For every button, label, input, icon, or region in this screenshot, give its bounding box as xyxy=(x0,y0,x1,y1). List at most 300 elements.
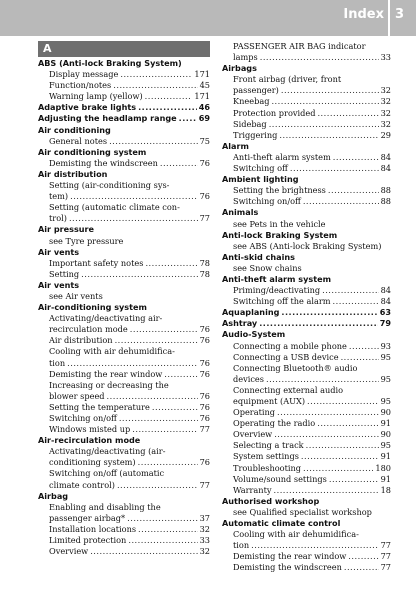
index-entry xyxy=(222,119,391,130)
header-divider xyxy=(388,0,390,36)
index-entry-list-left xyxy=(38,58,210,557)
dot-leader xyxy=(145,91,193,102)
dot-leader xyxy=(348,551,378,562)
entry-page-number: 29 xyxy=(380,129,391,140)
entry-page-number: 88 xyxy=(380,196,391,207)
entry-text: Adaptive brake lights xyxy=(38,102,137,113)
entry-page-number: 77 xyxy=(199,424,210,435)
entry-text: Windows misted up xyxy=(49,424,131,435)
entry-page-number: 180 xyxy=(375,462,391,473)
entry-page-number: 76 xyxy=(199,191,210,202)
index-entry xyxy=(38,380,210,391)
entry-text: Demisting the rear window xyxy=(233,551,347,562)
entry-text: Increasing or decreasing the xyxy=(49,379,169,390)
index-entry xyxy=(222,562,391,573)
dot-leader xyxy=(341,352,379,363)
entry-text: Triggering xyxy=(233,129,278,140)
entry-text: Switching on/off (automatic xyxy=(49,468,165,479)
dot-leader xyxy=(333,152,379,163)
dot-leader xyxy=(120,69,192,80)
index-entry xyxy=(38,358,210,369)
entry-text: blower speed xyxy=(49,390,105,401)
dot-leader xyxy=(138,524,198,535)
index-entry xyxy=(38,313,210,324)
index-entry xyxy=(222,363,391,374)
entry-text: see Tyre pressure xyxy=(49,235,124,246)
index-entry xyxy=(222,396,391,407)
entry-page-number: 32 xyxy=(380,118,391,129)
entry-text: Automatic climate control xyxy=(222,518,341,529)
index-entry xyxy=(222,285,391,296)
entry-text: Front airbag (driver, front xyxy=(233,74,342,85)
index-entry xyxy=(222,407,391,418)
dot-leader xyxy=(128,535,197,546)
entry-text: Warning lamp (yellow) xyxy=(49,91,143,102)
entry-text: Air distribution xyxy=(49,335,113,346)
index-entry-list-right xyxy=(222,41,391,574)
index-entry xyxy=(222,85,391,96)
entry-page-number: 77 xyxy=(380,540,391,551)
entry-page-number: 32 xyxy=(199,546,210,557)
index-entry xyxy=(222,474,391,485)
entry-text: Operating the radio xyxy=(233,418,316,429)
entry-text: Airbags xyxy=(222,63,257,74)
entry-text: Air-recirculation mode xyxy=(38,435,141,446)
index-entry-heading xyxy=(38,247,210,258)
entry-text: Anti-theft alarm system xyxy=(233,151,331,162)
entry-page-number: 88 xyxy=(380,185,391,196)
entry-text: Display message xyxy=(49,69,119,80)
entry-text: Cooling with air dehumidifica- xyxy=(49,346,175,357)
entry-text: Connecting external audio xyxy=(233,384,344,395)
index-entry xyxy=(38,158,210,169)
entry-text: see Air vents xyxy=(49,290,103,301)
index-entry xyxy=(38,69,210,80)
dot-leader xyxy=(269,119,379,130)
entry-text: System settings xyxy=(233,451,299,462)
dot-leader xyxy=(317,418,378,429)
index-entry xyxy=(38,180,210,191)
entry-text: Installation locations xyxy=(49,523,137,534)
entry-page-number: 77 xyxy=(199,479,210,490)
entry-text: Setting the brightness xyxy=(233,185,326,196)
index-entry-heading xyxy=(222,207,391,218)
entry-page-number: 33 xyxy=(199,535,210,546)
entry-text: Cooling with air dehumidifica- xyxy=(233,529,359,540)
entry-text: Anti-theft alarm system xyxy=(222,273,332,284)
index-entry xyxy=(222,385,391,396)
dot-leader xyxy=(164,369,197,380)
index-entry xyxy=(222,74,391,85)
index-entry-heading xyxy=(38,435,210,446)
index-entry xyxy=(222,108,391,119)
dot-leader xyxy=(138,457,198,468)
index-entry xyxy=(222,196,391,207)
index-entry xyxy=(38,446,210,457)
entry-text: Air-conditioning system xyxy=(38,302,147,313)
index-entry-heading xyxy=(222,496,391,507)
index-entry xyxy=(38,91,210,102)
dot-leader xyxy=(119,413,198,424)
entry-text: tion xyxy=(49,357,66,368)
index-entry-heading xyxy=(38,280,210,291)
index-entry xyxy=(222,130,391,141)
entry-text: see Qualified specialist workshop xyxy=(233,506,372,517)
entry-text: lamps xyxy=(233,52,258,63)
dot-leader xyxy=(273,485,378,496)
dot-leader xyxy=(290,163,379,174)
dot-leader xyxy=(322,285,378,296)
index-entry xyxy=(222,152,391,163)
index-entry xyxy=(38,191,210,202)
index-entry xyxy=(222,418,391,429)
index-entry-heading xyxy=(222,63,391,74)
entry-text: Animals xyxy=(222,207,259,218)
dot-leader xyxy=(138,102,197,113)
index-entry-heading xyxy=(38,169,210,180)
index-entry xyxy=(38,213,210,224)
index-entry-heading xyxy=(38,113,210,124)
dot-leader xyxy=(90,546,197,557)
dot-leader xyxy=(260,52,379,63)
dot-leader xyxy=(303,196,379,207)
entry-text: Air pressure xyxy=(38,224,95,235)
dot-leader xyxy=(69,213,198,224)
index-entry xyxy=(38,424,210,435)
entry-text: tion xyxy=(233,540,250,551)
entry-text: Connecting a USB device xyxy=(233,351,339,362)
index-entry xyxy=(38,324,210,335)
index-entry xyxy=(222,429,391,440)
entry-text: Air conditioning xyxy=(38,124,111,135)
entry-page-number: 90 xyxy=(380,429,391,440)
entry-text: Protection provided xyxy=(233,107,316,118)
index-entry xyxy=(38,202,210,213)
dot-leader xyxy=(179,113,197,124)
entry-text: passenger airbag* xyxy=(49,512,126,523)
index-entry xyxy=(222,463,391,474)
letter-section-heading: A xyxy=(38,41,210,57)
entry-page-number: 79 xyxy=(379,318,391,329)
dot-leader xyxy=(317,108,378,119)
index-entry xyxy=(38,468,210,479)
index-entry xyxy=(38,524,210,535)
entry-page-number: 76 xyxy=(199,457,210,468)
index-entry xyxy=(222,263,391,274)
dot-leader xyxy=(303,463,373,474)
index-entry xyxy=(38,80,210,91)
entry-text: Limited protection xyxy=(49,535,127,546)
index-entry xyxy=(222,41,391,52)
entry-text: Setting (automatic climate con- xyxy=(49,202,180,213)
entry-page-number: 77 xyxy=(199,213,210,224)
entry-text: Switching on/off xyxy=(233,196,301,207)
entry-text: Switching on/off xyxy=(49,413,117,423)
entry-text: Switching off the alarm xyxy=(233,296,331,307)
entry-page-number: 46 xyxy=(198,102,210,113)
entry-page-number: 77 xyxy=(380,551,391,562)
index-entry xyxy=(222,451,391,462)
entry-page-number: 32 xyxy=(199,523,210,534)
index-entry-heading xyxy=(38,58,210,69)
dot-leader xyxy=(277,407,379,418)
dot-leader xyxy=(160,158,198,169)
index-entry xyxy=(38,269,210,280)
entry-page-number: 76 xyxy=(199,368,210,379)
entry-text: Aquaplaning xyxy=(222,307,280,318)
entry-text: see ABS (Anti-lock Braking System) xyxy=(233,240,382,251)
index-entry xyxy=(222,241,391,252)
entry-page-number: 95 xyxy=(380,440,391,451)
entry-page-number: 93 xyxy=(380,340,391,351)
entry-page-number: 95 xyxy=(380,396,391,406)
entry-text: tem) xyxy=(49,191,69,202)
entry-text: Function/notes xyxy=(49,80,112,91)
entry-text: Air vents xyxy=(38,246,80,257)
dot-leader xyxy=(344,562,379,573)
index-entry xyxy=(222,96,391,107)
dot-leader xyxy=(266,374,379,385)
dot-leader xyxy=(152,402,198,413)
entry-text: Warranty xyxy=(233,484,272,495)
entry-page-number: 78 xyxy=(199,268,210,279)
index-entry xyxy=(222,219,391,230)
dot-leader xyxy=(251,540,378,551)
entry-page-number: 32 xyxy=(380,96,391,107)
entry-page-number: 95 xyxy=(380,373,391,384)
index-entry xyxy=(38,391,210,402)
entry-text: passenger) xyxy=(233,85,279,96)
index-entry xyxy=(38,457,210,468)
index-entry xyxy=(38,136,210,147)
index-entry-heading xyxy=(222,329,391,340)
entry-text: Overview xyxy=(49,546,89,557)
entry-page-number: 91 xyxy=(380,418,391,429)
index-entry xyxy=(222,374,391,385)
entry-text: Air vents xyxy=(38,279,80,290)
entry-text: Volume/sound settings xyxy=(233,473,327,484)
entry-text: Connecting Bluetooth® audio xyxy=(233,362,358,373)
entry-text: Activating/deactivating air- xyxy=(49,313,163,324)
dot-leader xyxy=(145,258,197,269)
index-entry-heading xyxy=(38,102,210,113)
index-entry xyxy=(38,236,210,247)
index-entry xyxy=(222,296,391,307)
index-entry xyxy=(222,163,391,174)
entry-text: Important safety notes xyxy=(49,257,144,268)
dot-leader xyxy=(328,185,379,196)
entry-text: Demisting the rear window xyxy=(49,368,163,379)
index-entry xyxy=(222,507,391,518)
dot-leader xyxy=(259,318,378,329)
entry-page-number: 84 xyxy=(380,163,391,174)
entry-text: Setting xyxy=(49,268,80,279)
dot-leader xyxy=(115,335,198,346)
index-entry xyxy=(38,513,210,524)
index-entry xyxy=(38,546,210,557)
entry-page-number: 76 xyxy=(199,413,210,423)
entry-page-number: 63 xyxy=(379,307,391,318)
index-column-right xyxy=(222,41,391,574)
entry-text: Setting the temperature xyxy=(49,401,150,412)
entry-text: PASSENGER AIR BAG indicator xyxy=(233,41,366,51)
entry-page-number: 69 xyxy=(198,113,210,124)
index-entry-heading xyxy=(222,518,391,529)
dot-leader xyxy=(333,296,379,307)
entry-text: Enabling and disabling the xyxy=(49,501,161,512)
dot-leader xyxy=(274,429,378,440)
index-entry xyxy=(38,402,210,413)
entry-page-number: 32 xyxy=(380,107,391,118)
dot-leader xyxy=(281,307,377,318)
index-entry-heading xyxy=(38,302,210,313)
index-entry xyxy=(38,346,210,357)
entry-text: Operating xyxy=(233,407,276,418)
dot-leader xyxy=(132,424,197,435)
entry-text: Setting (air-conditioning sys- xyxy=(49,180,170,191)
dot-leader xyxy=(130,324,198,335)
entry-text: General notes xyxy=(49,135,108,146)
entry-text: Ambient lighting xyxy=(222,174,299,185)
entry-text: equipment (AUX) xyxy=(233,396,306,406)
dot-leader xyxy=(306,440,379,451)
index-entry xyxy=(222,485,391,496)
dot-leader xyxy=(67,358,197,369)
index-title: Index xyxy=(343,7,384,22)
entry-text: Overview xyxy=(233,429,273,440)
entry-text: Kneebag xyxy=(233,96,270,107)
dot-leader xyxy=(117,480,198,491)
index-entry xyxy=(222,540,391,551)
entry-text: Troubleshooting xyxy=(233,462,302,473)
dot-leader xyxy=(279,130,378,141)
entry-text: Sidebag xyxy=(233,118,267,129)
entry-text: Airbag xyxy=(38,490,69,501)
entry-text: Adjusting the headlamp range xyxy=(38,113,177,124)
page-number: 3 xyxy=(395,7,405,22)
entry-page-number: 45 xyxy=(199,80,210,91)
dot-leader xyxy=(109,136,198,147)
index-entry-heading xyxy=(38,125,210,136)
index-entry-heading xyxy=(38,147,210,158)
entry-text: Air conditioning system xyxy=(38,146,147,157)
index-entry xyxy=(222,529,391,540)
entry-text: see Snow chains xyxy=(233,262,302,273)
entry-page-number: 33 xyxy=(380,52,391,63)
index-entry-heading xyxy=(222,141,391,152)
entry-text: trol) xyxy=(49,213,67,224)
index-entry xyxy=(38,291,210,302)
entry-page-number: 84 xyxy=(380,296,391,307)
index-entry-heading xyxy=(38,491,210,502)
index-entry xyxy=(222,341,391,352)
entry-text: Air distribution xyxy=(38,168,108,179)
index-entry xyxy=(222,440,391,451)
entry-text: Anti-lock Braking System xyxy=(222,229,338,240)
index-entry-heading xyxy=(222,274,391,285)
entry-page-number: 95 xyxy=(380,351,391,362)
dot-leader xyxy=(307,396,379,407)
entry-text: Audio-System xyxy=(222,329,286,340)
dot-leader xyxy=(107,391,198,402)
entry-page-number: 76 xyxy=(199,324,210,335)
entry-text: Alarm xyxy=(222,140,249,151)
dot-leader xyxy=(81,269,197,280)
entry-page-number: 32 xyxy=(380,85,391,96)
entry-page-number: 171 xyxy=(194,69,210,80)
entry-page-number: 76 xyxy=(199,357,210,368)
dot-leader xyxy=(281,85,379,96)
index-column-left xyxy=(38,41,210,557)
dot-leader xyxy=(271,96,378,107)
index-entry xyxy=(222,185,391,196)
entry-text: conditioning system) xyxy=(49,457,136,468)
entry-text: ABS (Anti-lock Braking System) xyxy=(38,58,182,68)
entry-page-number: 91 xyxy=(380,451,391,462)
entry-text: Ashtray xyxy=(222,318,258,329)
entry-page-number: 76 xyxy=(199,157,210,168)
index-entry-heading xyxy=(222,307,391,318)
dot-leader xyxy=(301,451,379,462)
entry-page-number: 37 xyxy=(199,512,210,523)
dot-leader xyxy=(70,191,197,202)
entry-page-number: 75 xyxy=(199,135,210,146)
entry-text: Authorised workshop xyxy=(222,495,320,506)
entry-text: Switching off xyxy=(233,163,288,174)
index-entry-heading xyxy=(222,174,391,185)
dot-leader xyxy=(113,80,197,91)
entry-text: Anti-skid chains xyxy=(222,251,295,262)
entry-text: recirculation mode xyxy=(49,324,128,335)
dot-leader xyxy=(329,474,379,485)
index-entry xyxy=(38,480,210,491)
entry-text: Priming/deactivating xyxy=(233,285,321,296)
index-entry-heading xyxy=(222,318,391,329)
index-entry xyxy=(222,52,391,63)
dot-leader xyxy=(127,513,197,524)
entry-page-number: 90 xyxy=(380,407,391,418)
entry-text: Activating/deactivating (air- xyxy=(49,446,166,457)
entry-page-number: 76 xyxy=(199,335,210,346)
index-entry xyxy=(38,413,210,424)
index-entry xyxy=(222,352,391,363)
entry-page-number: 84 xyxy=(380,151,391,162)
entry-text: Connecting a mobile phone xyxy=(233,340,347,351)
index-entry xyxy=(38,502,210,513)
entry-page-number: 91 xyxy=(380,473,391,484)
index-entry-heading xyxy=(38,224,210,235)
dot-leader xyxy=(349,341,379,352)
entry-text: Demisting the windscreen xyxy=(233,562,342,573)
entry-page-number: 18 xyxy=(380,484,391,495)
index-entry xyxy=(38,369,210,380)
index-entry xyxy=(222,551,391,562)
index-entry xyxy=(38,335,210,346)
entry-text: Demisting the windscreen xyxy=(49,157,158,168)
entry-page-number: 77 xyxy=(380,562,391,573)
index-entry xyxy=(38,535,210,546)
entry-page-number: 171 xyxy=(194,91,210,102)
entry-page-number: 76 xyxy=(199,390,210,401)
entry-text: devices xyxy=(233,373,264,384)
entry-text: see Pets in the vehicle xyxy=(233,218,326,229)
entry-page-number: 78 xyxy=(199,257,210,268)
entry-text: Selecting a track xyxy=(233,440,304,451)
entry-page-number: 76 xyxy=(199,401,210,412)
index-entry xyxy=(38,258,210,269)
index-entry-heading xyxy=(222,252,391,263)
entry-page-number: 84 xyxy=(380,285,391,296)
